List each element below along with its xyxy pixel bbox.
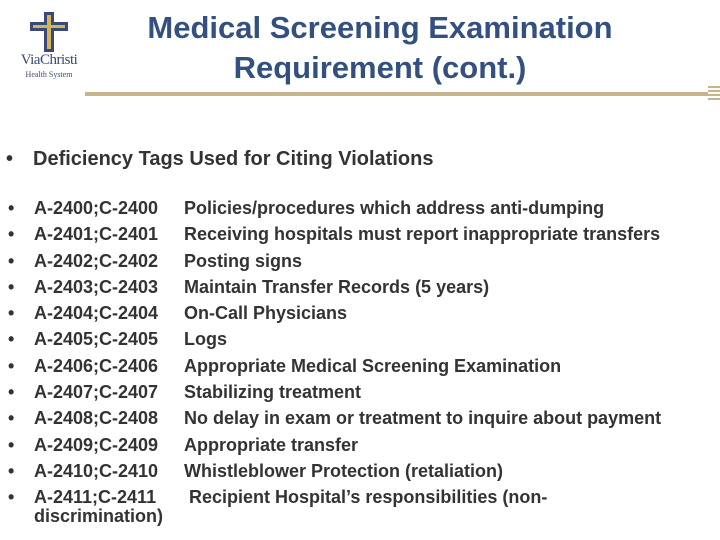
- tag-code: A-2406;C-2406: [34, 355, 159, 376]
- bullet: •: [8, 276, 15, 297]
- tag-list-item: [0, 274, 720, 300]
- tag-list-item: [0, 458, 720, 484]
- tag-description: Receiving hospitals must report inappropriate transfers: [184, 224, 661, 245]
- tag-code: A-2404;C-2404: [34, 303, 159, 324]
- bullet: •: [8, 355, 15, 376]
- tag-code: A-2402;C-2402: [34, 250, 159, 271]
- tag-description: Posting signs: [184, 250, 303, 271]
- tag-description: On-Call Physicians: [184, 303, 348, 324]
- bullet: •: [8, 382, 15, 403]
- bullet: •: [8, 329, 15, 350]
- tag-list-item: [0, 353, 720, 379]
- bullet: •: [8, 250, 15, 271]
- slide-title: [90, 8, 670, 88]
- tag-description: Whistleblower Protection (retaliation): [184, 460, 504, 481]
- last-item-continuation: discrimination): [34, 506, 164, 526]
- tag-description: Policies/procedures which address anti-dumping: [184, 198, 605, 218]
- tag-description: Logs: [184, 329, 227, 350]
- tag-code: A-2405;C-2405: [34, 329, 159, 350]
- tag-code: A-2400;C-2400: [34, 198, 159, 218]
- tag-list-item: [0, 379, 720, 405]
- bullet: •: [8, 460, 15, 481]
- tag-description: Appropriate transfer: [184, 434, 359, 455]
- tag-code: A-2410;C-2410: [34, 460, 159, 481]
- slide-header: [0, 0, 720, 100]
- header-divider-cap: [708, 86, 720, 102]
- tag-list-item: [0, 300, 720, 326]
- tag-code: A-2403;C-2403: [34, 276, 159, 297]
- tag-code: A-2411;C-2411: [34, 487, 157, 508]
- title-line-1: Medical Screening Examination: [147, 10, 613, 45]
- bullet: •: [8, 198, 15, 218]
- tag-description: Appropriate Medical Screening Examination: [184, 355, 562, 376]
- tag-code: A-2407;C-2407: [34, 382, 159, 403]
- bullet: •: [8, 224, 15, 245]
- bullet: •: [8, 434, 15, 455]
- bullet: •: [8, 408, 15, 429]
- tag-code: A-2408;C-2408: [34, 408, 159, 429]
- tag-list-item: [0, 248, 720, 274]
- tag-list-item: [0, 326, 720, 352]
- header-divider: [85, 92, 720, 96]
- logo-subtitle: Health System: [25, 70, 73, 79]
- via-christi-logo: [10, 10, 88, 80]
- title-line-2: Requirement (cont.): [233, 50, 527, 85]
- bullet: •: [8, 303, 15, 324]
- subheading: [6, 148, 433, 171]
- tag-description: Recipient Hospital’s responsibilities (non-: [189, 487, 548, 508]
- tag-list-item: [0, 432, 720, 458]
- deficiency-tag-list: [0, 195, 720, 511]
- tag-description: Stabilizing treatment: [184, 382, 362, 403]
- logo-name: ViaChristi: [20, 52, 78, 68]
- cross-icon: [30, 12, 68, 52]
- tag-description: No delay in exam or treatment to inquire about payment: [184, 408, 662, 429]
- subheading-text: Deficiency Tags Used for Citing Violations: [33, 148, 434, 170]
- tag-code: A-2401;C-2401: [34, 224, 159, 245]
- bullet: •: [6, 148, 14, 170]
- tag-list-item: [0, 221, 720, 247]
- tag-description: Maintain Transfer Records (5 years): [184, 276, 490, 297]
- bullet: •: [8, 487, 15, 508]
- tag-code: A-2409;C-2409: [34, 434, 159, 455]
- tag-list-item: [0, 195, 720, 221]
- tag-list-item: [0, 405, 720, 431]
